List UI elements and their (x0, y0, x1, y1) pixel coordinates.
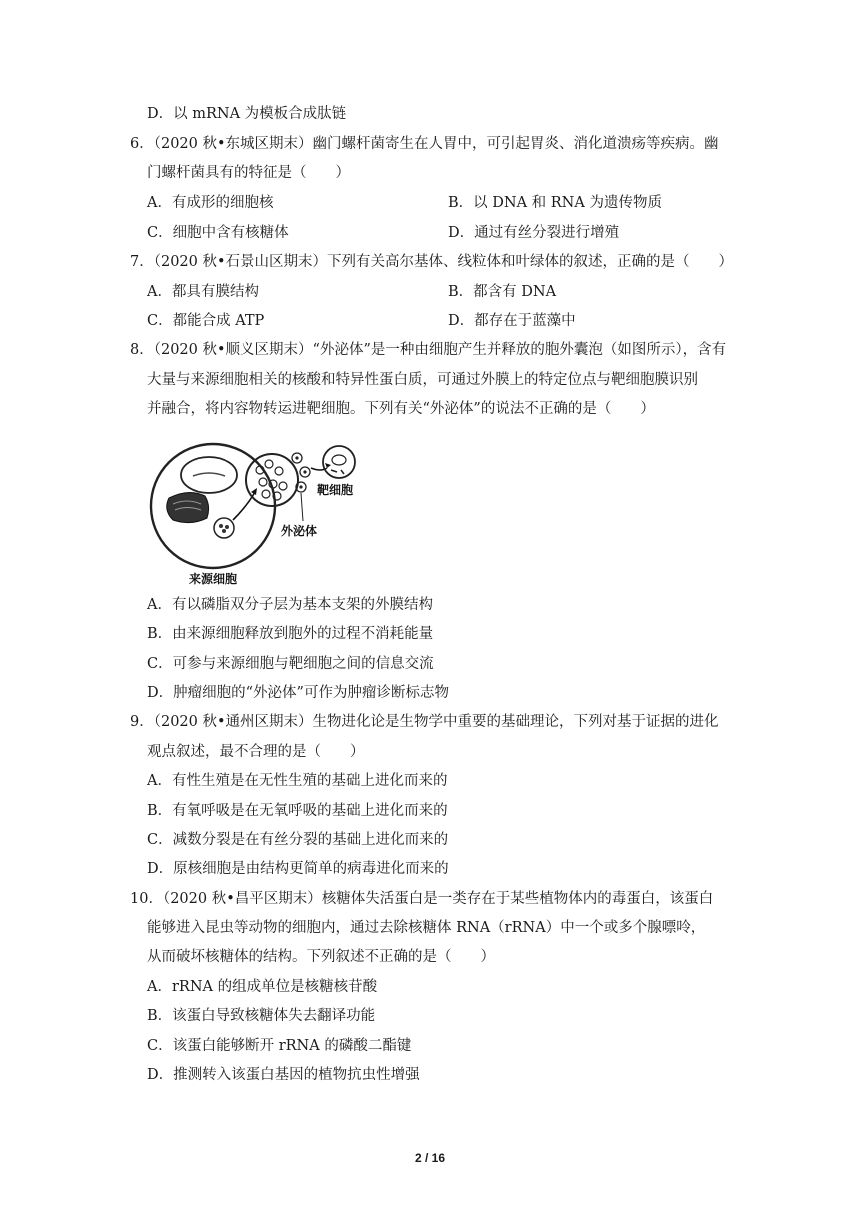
q8-option-b: B．由来源细胞释放到胞外的过程不消耗能量 (147, 626, 434, 642)
label-exosome: 外泌体 (281, 524, 318, 538)
q6-stem-line1: 6．（2020 秋•东城区期末）幽门螺杆菌寄生在人胃中，可引起胃炎、消化道溃疡等疾病。幽 (130, 136, 719, 152)
q10-stem-line3: 从而破坏核糖体的结构。下列叙述不正确的是（ ） (147, 949, 495, 965)
q7-option-d: D．都存在于蓝藻中 (448, 313, 576, 329)
internal-vesicle (214, 518, 234, 538)
q9-option-a: A．有性生殖是在无性生殖的基础上进化而来的 (147, 773, 448, 789)
q5-option-d: D．以 mRNA 为模板合成肽链 (147, 106, 347, 122)
q7-option-c: C．都能合成 ATP (147, 313, 265, 329)
q9-option-b: B．有氧呼吸是在无氧呼吸的基础上进化而来的 (147, 803, 448, 819)
q10-stem-line1: 10．（2020 秋•昌平区期末）核糖体失活蛋白是一类存在于某些植物体内的毒蛋白，该蛋白 (130, 891, 714, 907)
q10-option-d: D．推测转入该蛋白基因的植物抗虫性增强 (147, 1067, 420, 1083)
q9-stem-line2: 观点叙述，最不合理的是（ ） (147, 744, 365, 760)
q8-stem-line3: 并融合，将内容物转运进靶细胞。下列有关“外泌体”的说法不正确的是（ ） (147, 401, 655, 417)
page-number: 2 / 16 (414, 1151, 446, 1165)
q10-stem-line2: 能够进入昆虫等动物的细胞内，通过去除核糖体 RNA（rRNA）中一个或多个腺嘌呤， (147, 920, 706, 936)
q6-option-b: B．以 DNA 和 RNA 为遗传物质 (448, 195, 662, 211)
q10-option-a: A．rRNA 的组成单位是核糖核苷酸 (147, 979, 378, 995)
q7-stem-line1: 7．（2020 秋•石景山区期末）下列有关高尔基体、线粒体和叶绿体的叙述，正确的是（ ） (130, 254, 734, 270)
q7-option-b: B．都含有 DNA (448, 284, 557, 300)
q9-stem-line1: 9．（2020 秋•通州区期末）生物进化论是生物学中重要的基础理论，下列对基于证据的进化 (130, 714, 719, 730)
q8-stem-line1: 8．（2020 秋•顺义区期末）“外泌体”是一种由细胞产生并释放的胞外囊泡（如图所示），含有 (130, 342, 727, 358)
q6-option-a: A．有成形的细胞核 (147, 195, 274, 211)
q8-option-d: D．肿瘤细胞的“外泌体”可作为肿瘤诊断标志物 (147, 685, 449, 701)
label-source-cell: 来源细胞 (189, 572, 238, 585)
target-cell (323, 446, 355, 478)
q6-option-c: C．细胞中含有核糖体 (147, 225, 289, 241)
q8-option-c: C．可参与来源细胞与靶细胞之间的信息交流 (147, 656, 434, 672)
q9-option-c: C．减数分裂是在有丝分裂的基础上进化而来的 (147, 832, 449, 848)
q6-option-d: D．通过有丝分裂进行增殖 (448, 225, 620, 241)
q10-option-c: C．该蛋白能够断开 rRNA 的磷酸二酯键 (147, 1038, 412, 1054)
q8-option-a: A．有以磷脂双分子层为基本支架的外膜结构 (147, 597, 433, 613)
exosome-figure (145, 440, 370, 585)
label-target-cell: 靶细胞 (317, 483, 354, 497)
q6-stem-line2: 门螺杆菌具有的特征是（ ） (147, 165, 350, 181)
q7-option-a: A．都具有膜结构 (147, 284, 259, 300)
nucleus (181, 457, 237, 493)
q8-stem-line2: 大量与来源细胞相关的核酸和特异性蛋白质，可通过外膜上的特定位点与靶细胞膜识别 (147, 372, 698, 388)
q10-option-b: B．该蛋白导致核糖体失去翻译功能 (147, 1008, 376, 1024)
q9-option-d: D．原核细胞是由结构更简单的病毒进化而来的 (147, 861, 449, 877)
